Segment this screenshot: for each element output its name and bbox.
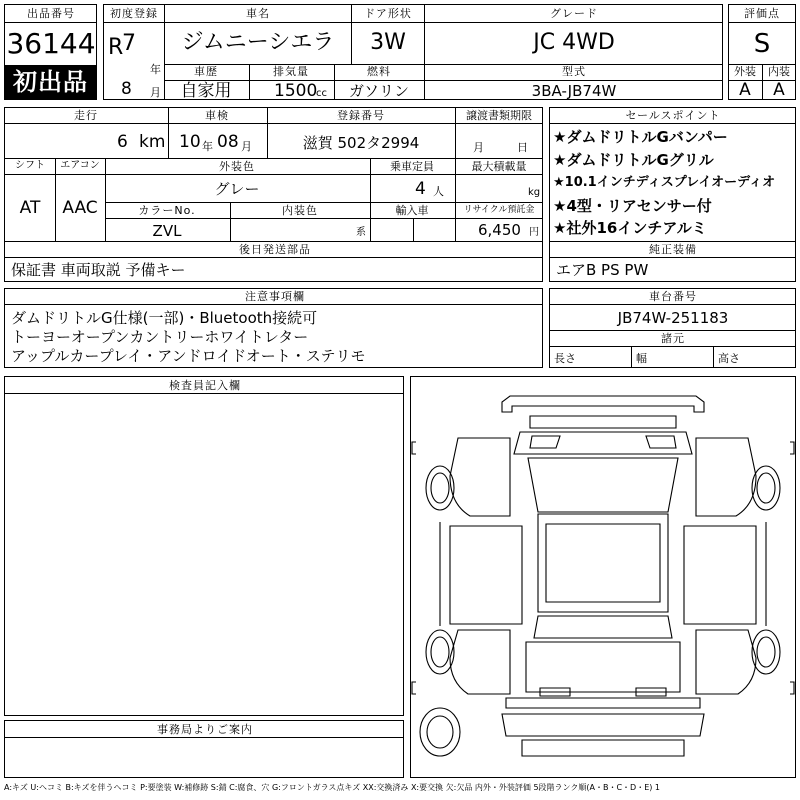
interior-label: 内装: [768, 65, 790, 78]
chassis-box: [549, 288, 796, 368]
score-box: [728, 4, 796, 100]
first-reg-label: 初度登録: [110, 7, 158, 20]
recycle-unit: 円: [529, 227, 539, 238]
shift: AT: [19, 198, 41, 218]
inspection-month-unit: 月: [241, 140, 252, 153]
notes-box: [4, 288, 543, 368]
lot-number: 36144: [6, 27, 96, 60]
later-parts: 保証書 車両取説 予備キー: [11, 261, 186, 279]
first-listing-badge: 初出品: [5, 65, 96, 99]
note-line: トーヨーオープンカントリーホワイトレター: [11, 328, 309, 346]
displacement-label: 排気量: [273, 65, 309, 78]
lot-label: 出品番号: [27, 7, 75, 20]
note-line: アップルカープレイ・アンドロイドオート・ステリモ: [11, 347, 366, 365]
inspection-label: 車検: [205, 109, 229, 122]
standard-equipment-box: [549, 241, 796, 282]
vehicle-info-box: [4, 107, 543, 242]
plate-label: 登録番号: [337, 109, 385, 122]
reg-year-unit: 年: [150, 63, 161, 76]
int-color-unit: 系: [356, 227, 366, 238]
ac: AAC: [62, 198, 98, 218]
capacity-label: 乗車定員: [390, 160, 434, 173]
notes-label: 注意事項欄: [245, 290, 305, 303]
color-no: ZVL: [152, 222, 182, 240]
inspection-year-unit: 年: [202, 140, 213, 153]
displacement: 1500: [274, 81, 318, 101]
standard-equipment-label: 純正装備: [649, 243, 697, 256]
exterior-label: 外装: [734, 65, 756, 78]
recycle-fee: 6,450: [478, 221, 521, 239]
max-load-unit: kg: [528, 187, 541, 198]
sales-points-label: セールスポイント: [625, 109, 721, 122]
shift-label: シフト: [15, 160, 45, 171]
car-name-label: 車名: [246, 7, 270, 20]
history-label: 車歴: [194, 65, 218, 78]
width-label: 幅: [636, 352, 647, 365]
length-label: 長さ: [554, 352, 576, 365]
exterior-grade: A: [739, 80, 751, 100]
plate: 滋賀 502タ2994: [302, 134, 420, 152]
model-code-label: 型式: [562, 65, 586, 78]
office-label: 事務局よりご案内: [157, 723, 253, 736]
main-header-box: [103, 4, 723, 100]
door-label: ドア形状: [364, 7, 412, 20]
fuel-label: 燃料: [367, 65, 391, 78]
chassis-label: 車台番号: [649, 290, 697, 303]
sales-point-item: ★ダムドリトルGグリル: [553, 151, 714, 169]
door-type: 3W: [370, 30, 406, 55]
grade: JC 4WD: [533, 30, 615, 55]
ac-label: エアコン: [60, 160, 100, 171]
later-parts-box: [4, 241, 543, 282]
inspection-year: 10: [179, 132, 201, 152]
transfer-label: 譲渡書類期限: [466, 109, 532, 122]
reg-month-unit: 月: [150, 86, 161, 99]
dims-label: 諸元: [661, 332, 685, 345]
model-code: 3BA-JB74W: [531, 82, 617, 100]
chassis-number: JB74W-251183: [617, 309, 729, 327]
legend: A:キズ U:ヘコミ B:キズを伴うヘコミ P:要塗装 W:補修跡 S:錆 C:腐食、穴 G:フロントガラス点キズ XX:交換済み X:要交換 欠:欠品 内外・外装評価 5段階ランク順(A・B・C・D・E) 1: [4, 783, 661, 792]
fuel: ガソリン: [348, 82, 410, 100]
sales-points-box: [549, 107, 796, 242]
reg-month: 8: [121, 79, 132, 99]
displacement-unit: cc: [316, 88, 327, 99]
mileage-unit: km: [139, 132, 166, 152]
sales-point-item: ★4型・リアセンサー付: [553, 197, 712, 215]
inspection-month: 08: [217, 132, 239, 152]
sales-point-item: ★10.1インチディスプレイオーディオ: [553, 175, 776, 190]
car-diagram: [410, 376, 796, 778]
mileage-label: 走行: [74, 109, 98, 122]
sales-point-item: ★社外16インチアルミ: [553, 219, 707, 237]
transfer-day-unit: 日: [517, 141, 528, 154]
ext-color-label: 外装色: [219, 160, 255, 173]
capacity-unit: 人: [433, 185, 444, 198]
note-line: ダムドリトルG仕様(一部)・Bluetooth接続可: [11, 309, 318, 327]
transfer-month-unit: 月: [473, 141, 484, 154]
lot-box: [4, 4, 97, 100]
car-name: ジムニーシエラ: [181, 30, 335, 55]
max-load-label: 最大積載量: [471, 160, 527, 173]
interior-grade: A: [773, 80, 785, 100]
int-color-label: 内装色: [282, 204, 318, 217]
score-label: 評価点: [744, 7, 780, 20]
later-parts-label: 後日発送部品: [239, 243, 311, 256]
office-box: [4, 720, 404, 778]
grade-label: グレード: [550, 7, 598, 20]
era: R: [108, 35, 124, 60]
sales-point-item: ★ダムドリトルGバンパー: [553, 128, 728, 146]
mileage: 6: [117, 132, 128, 152]
color-no-label: カラーNo.: [138, 204, 196, 217]
import-label: 輸入車: [395, 204, 429, 217]
score: S: [753, 29, 771, 59]
capacity: 4: [415, 179, 426, 199]
recycle-label: リサイクル預託金: [463, 205, 535, 215]
reg-year: 7: [122, 31, 136, 56]
standard-equipment: エアB PS PW: [556, 261, 649, 279]
inspector-box: [4, 376, 404, 716]
height-label: 高さ: [718, 352, 740, 365]
history: 自家用: [180, 81, 232, 101]
inspector-label: 検査員記入欄: [169, 379, 241, 392]
ext-color: グレー: [214, 180, 260, 198]
